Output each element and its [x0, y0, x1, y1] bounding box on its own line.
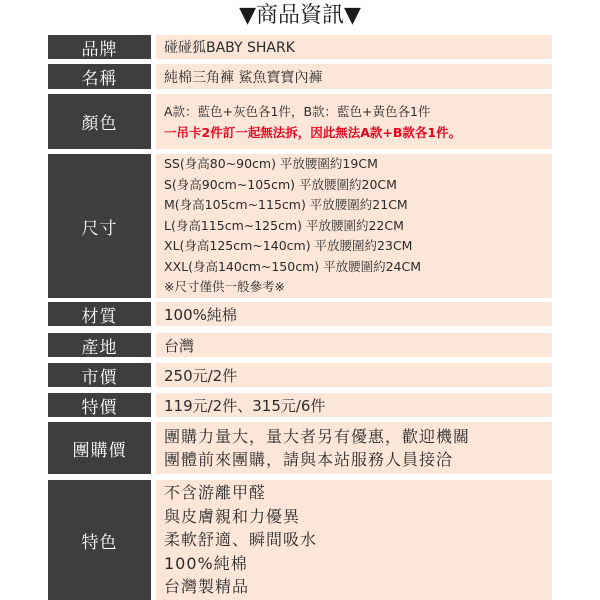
label-features: 特色: [48, 480, 151, 600]
size-line: M(身高105cm~115cm) 平放腰圍約21CM: [164, 197, 408, 213]
feature-item: 台灣製精品: [164, 577, 250, 597]
value-group-buy: [156, 422, 552, 474]
row-features: [48, 480, 552, 600]
color-options: A款：藍色+灰色各1件，B款：藍色+黃色各1件: [164, 103, 431, 119]
row-special-price: [48, 393, 552, 417]
group-buy-line: 團體前來團購，請與本站服務人員接洽: [164, 450, 454, 469]
value-material: 100%純棉: [156, 302, 552, 326]
value-color: [156, 94, 552, 149]
row-group-buy: [48, 422, 552, 474]
value-name: 純棉三角褲 鯊魚寶寶內褲: [156, 64, 552, 89]
size-line: L(身高115cm~125cm) 平放腰圍約22CM: [164, 217, 404, 233]
feature-item: 與皮膚親和力優異: [164, 506, 301, 526]
row-color: [48, 94, 552, 149]
label-origin: 產地: [48, 333, 151, 357]
feature-item: 柔軟舒適、瞬間吸水: [164, 530, 318, 550]
row-origin: [48, 333, 552, 357]
label-brand: 品牌: [48, 35, 151, 59]
row-material: [48, 302, 552, 326]
size-line: SS(身高80~90cm) 平放腰圍約19CM: [164, 156, 378, 172]
label-special-price: 特價: [48, 393, 151, 417]
value-market-price: 250元/2件: [156, 363, 552, 387]
value-size: [156, 154, 552, 298]
label-name: 名稱: [48, 64, 151, 89]
size-line: XL(身高125cm~140cm) 平放腰圍約23CM: [164, 238, 413, 254]
size-line: S(身高90cm~105cm) 平放腰圍約20CM: [164, 176, 397, 192]
value-origin: 台灣: [156, 333, 552, 357]
value-features: [156, 480, 552, 600]
label-group-buy: 團購價: [48, 422, 151, 474]
row-name: [48, 64, 552, 89]
color-notice: 一吊卡2件訂一起無法拆，因此無法A款+B款各1件。: [164, 124, 462, 140]
group-buy-line: 團購力量大，量大者另有優惠，歡迎機關: [164, 427, 471, 446]
feature-item: 不含游離甲醛: [164, 483, 267, 503]
label-material: 材質: [48, 302, 151, 326]
size-line: XXL(身高140cm~150cm) 平放腰圍約24CM: [164, 258, 422, 274]
section-title: ▼商品資訊▼: [239, 3, 361, 28]
row-market-price: [48, 363, 552, 387]
feature-item: 100%純棉: [164, 553, 248, 573]
row-size: [48, 154, 552, 298]
value-special-price: 119元/2件、315元/6件: [156, 393, 552, 417]
size-note: ※尺寸僅供一般參考※: [164, 279, 285, 295]
label-color: 顏色: [48, 94, 151, 149]
row-brand: [48, 35, 552, 59]
value-brand: 碰碰狐BABY SHARK: [156, 35, 552, 59]
label-market-price: 市價: [48, 363, 151, 387]
label-size: 尺寸: [48, 154, 151, 298]
